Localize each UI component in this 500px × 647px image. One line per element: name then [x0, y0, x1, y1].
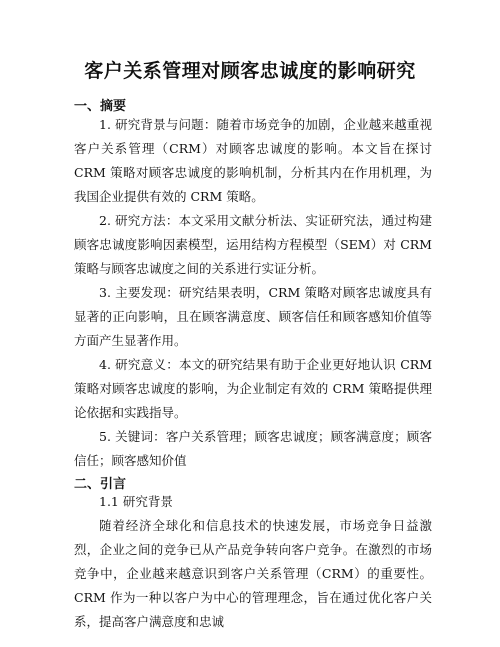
intro-heading: 二、引言: [74, 477, 127, 492]
abstract-item-method: 2. 研究方法：本文采用文献分析法、实证研究法，通过构建顾客忠诚度影响因素模型，运用结构方程模型（SEM）对 CRM 策略与顾客忠诚度之间的关系进行实证分析。: [74, 213, 432, 276]
abstract-heading: 一、摘要: [74, 99, 127, 114]
document-title: 客户关系管理对顾客忠诚度的影响研究: [84, 60, 416, 82]
intro-paragraph: 随着经济全球化和信息技术的快速发展，市场竞争日益激烈，企业之间的竞争已从产品竞争转向客户竞争。在激烈的市场竞争中，企业越来越意识到客户关系管理（CRM）的重要性。CRM 作为一种以客户为中心的管理理念，旨在通过优化客户关系，提高客户满意度和忠诚: [74, 518, 432, 629]
intro-subheading: 1.1 研究背景: [99, 494, 173, 509]
abstract-item-keywords: 5. 关键词：客户关系管理；顾客忠诚度；顾客满意度；顾客信任；顾客感知价值: [74, 429, 432, 468]
abstract-item-significance: 4. 研究意义：本文的研究结果有助于企业更好地认识 CRM 策略对顾客忠诚度的影响，为企业制定有效的 CRM 策略提供理论依据和实践指导。: [74, 357, 432, 420]
abstract-item-findings: 3. 主要发现：研究结果表明，CRM 策略对顾客忠诚度具有显著的正向影响，且在顾客满意度、顾客信任和顾客感知价值等方面产生显著作用。: [74, 285, 432, 348]
abstract-item-background: 1. 研究背景与问题：随着市场竞争的加剧，企业越来越重视客户关系管理（CRM）对顾客忠诚度的影响。本文旨在探讨 CRM 策略对顾客忠诚度的影响机制，分析其内在作用机理，为我国企业提供有效的 CRM 策略。: [74, 117, 432, 204]
